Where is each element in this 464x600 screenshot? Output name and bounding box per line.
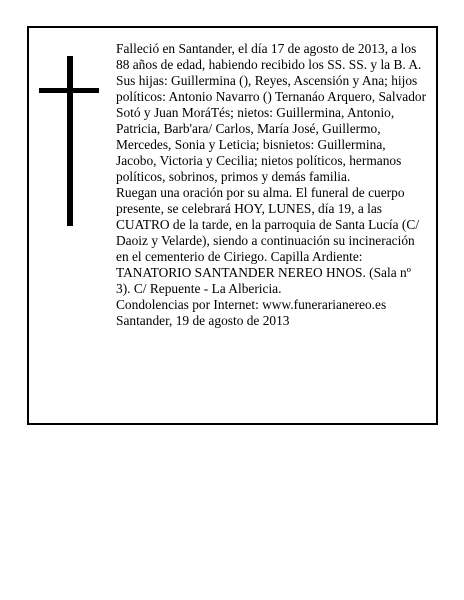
online-condolences: Condolencias por Internet: www.funerarianereo.es: [116, 297, 387, 312]
death-announcement: Falleció en Santander, el día 17 de agosto de 2013, a los 88 años de edad, habiendo recibido los SS. SS. y la B. A.: [116, 41, 422, 72]
family-list: Sus hijas: Guillermina (), Reyes, Ascensión y Ana; hijos políticos: Antonio Navarro () Ternanáo Arquero, Salvador Sotó y Juan MoráTés; nietos: Guillermina, Antonio, Patricia, Barb'ara/ Carlos, María José, Guillermo, Mercedes, Sonia y Leticia; bisnietos: Guillermina, Jacobo, Victoria y Cecilia; nietos políticos, hermanos políticos, sobrinos, primos y demás familia.: [116, 73, 427, 184]
obituary-notice: [27, 26, 438, 425]
funeral-details: Ruegan una oración por su alma. El funeral de cuerpo presente, se celebrará HOY, LUNES, día 19, a las CUATRO de la tarde, en la parroquia de Santa Lucía (C/ Daoiz y Velarde), siendo a continuación su incineración en el cementerio de Ciriego. Capilla Ardiente: TANATORIO SANTANDER NEREO HNOS. (Sala nº 3). C/ Repuente - La Albericia.: [116, 185, 420, 296]
place-date: Santander, 19 de agosto de 2013: [116, 313, 290, 328]
cross-horizontal-bar: [39, 88, 99, 93]
cross-vertical-bar: [67, 56, 73, 226]
notice-text: [116, 41, 428, 329]
latin-cross-icon: [39, 56, 99, 226]
